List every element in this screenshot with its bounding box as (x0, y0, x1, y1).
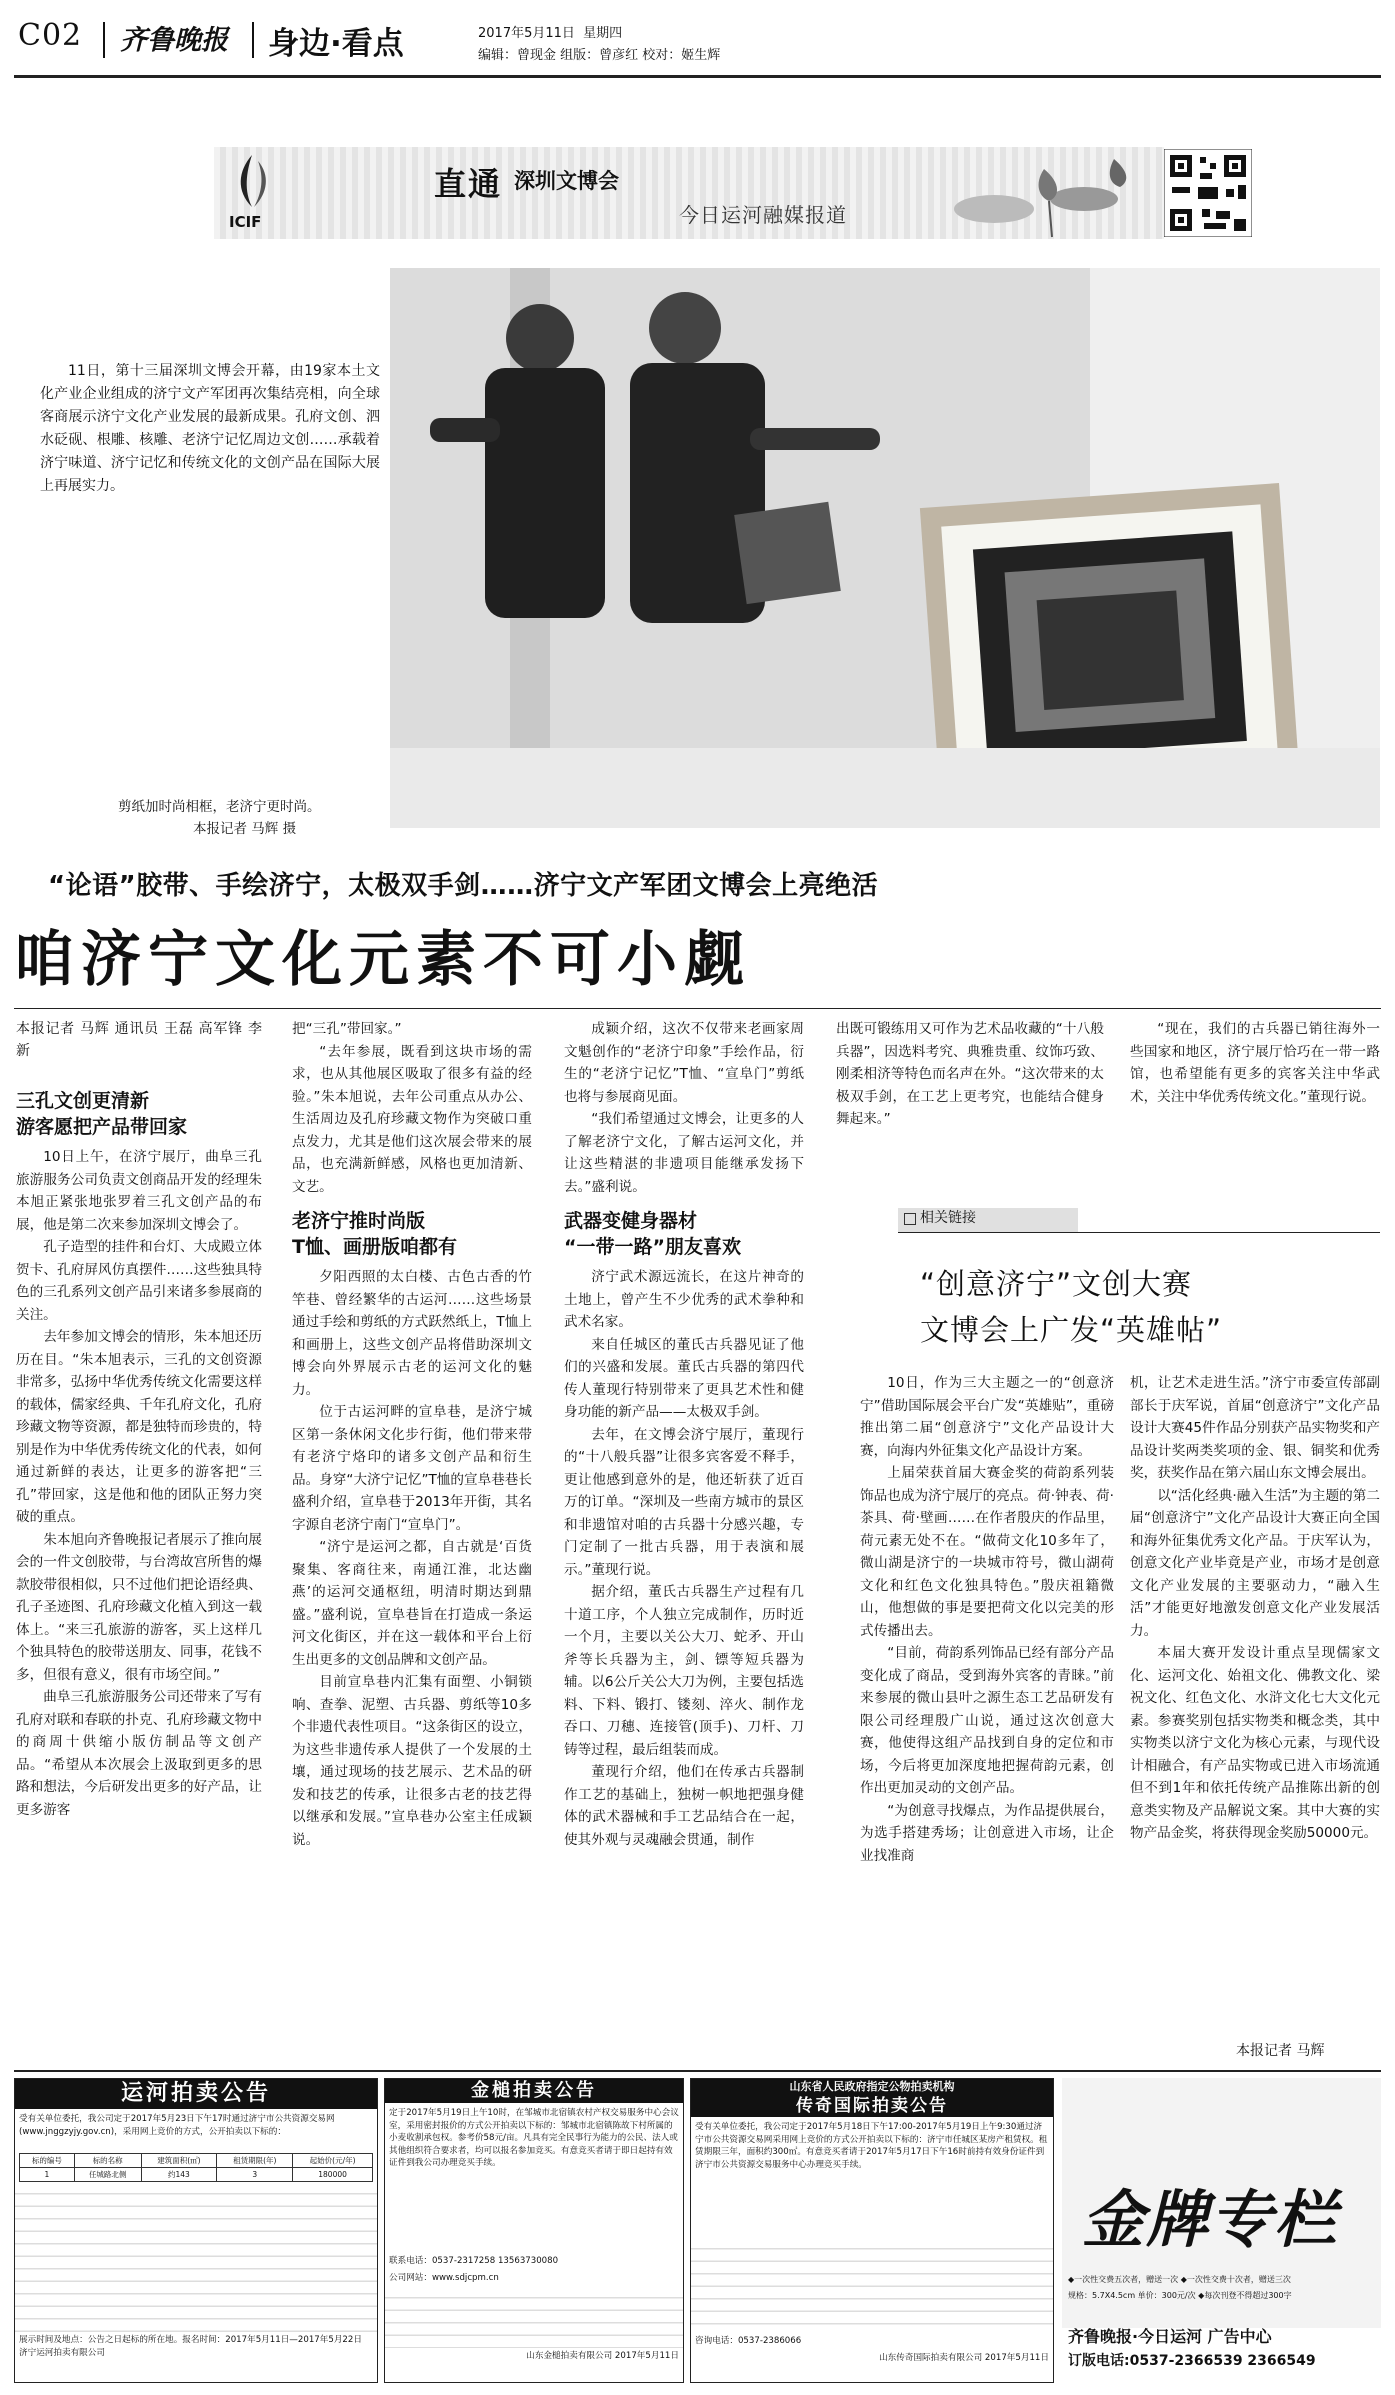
section-title: 身边·看点 (268, 26, 404, 62)
gold-column-org: 齐鲁晚报·今日运河 广告中心 (1068, 2327, 1272, 2346)
ad-filler-lines (691, 2237, 1053, 2333)
paragraph: 孔子造型的挂件和台灯、大成殿立体贺卡、孔府屏风仿真摆件……这些独具特色的三孔系列文创产品引来诸多参展商的关注。 (16, 1239, 262, 1323)
auction-ad-jinchui (384, 2078, 684, 2383)
page-code: C02 (18, 18, 83, 53)
header-divider (103, 22, 105, 58)
ad-footer: 山东金槌拍卖有限公司 2017年5月11日 (526, 2351, 679, 2361)
sidebar-column-b (1130, 1372, 1380, 2030)
banner (14, 143, 1381, 259)
issue-date (478, 22, 622, 41)
paragraph: “目前，荷韵系列饰品已经有部分产品变化成了商品，受到海外宾客的青睐。”前来参展的微山县叶之源生态工艺品研发有限公司经理殷广山说，通过这次创意大赛，他使得这组产品找到自身的定位和市场，今后将更加深度地把握荷韵元素，创作出更加灵动的文创产品。 (860, 1645, 1114, 1796)
ad-table (19, 2153, 373, 2182)
paragraph: 位于古运河畔的宣阜巷，是济宁城区第一条休闲文化步行街，他们带来带有老济宁烙印的诸多文创产品和衍生品。身穿“大济宁记忆”T恤的宣阜巷巷长盛利介绍，宣阜巷于2013年开街，其名字源自老济宁南门“宣阜门”。 (292, 1404, 532, 1533)
photo-lead-caption: 11日，第十三届深圳文博会开幕，由19家本土文化产业企业组成的济宁文产军团再次集结亮相，向全球客商展示济宁文化产业发展的最新成果。孔府文创、泗水砭砚、根雕、核雕、老济宁记忆周边文创……承载着济宁味道、济宁记忆和传统文化的文创产品在国际大展上再展实力。 (40, 363, 380, 494)
paragraph: “为创意寻找爆点，为作品提供展台，为选手搭建秀场；让创意进入市场，让企业找准商 (860, 1802, 1114, 1864)
article-column-5 (1130, 1018, 1380, 1163)
qr-code-icon (1164, 149, 1252, 237)
paragraph: 成颖介绍，这次不仅带来老画家周文魁创作的“老济宁印象”手绘作品，衍生的“老济宁记忆”T恤、“宣阜门”剪纸也将与参展商见面。 (564, 1021, 804, 1105)
staff-credits: 编辑：曾现金 组版：曾彦红 校对：姬生辉 (478, 48, 721, 63)
lotus-decoration-icon (934, 149, 1154, 239)
related-link-tab (898, 1208, 1078, 1232)
paragraph: 去年参加文博会的情形，朱本旭还历历在目。“朱本旭表示，三孔的文创资源非常多，弘扬中华优秀传统文化需要这样的载体，儒家经典、千年孔府文化，孔府珍藏文物等资源，都是独特而珍贵的，特别是作为中华优秀传统文化的代表，如何通过新鲜的表达，让更多的游客把“三孔”带回家，这是他和他的团队正努力突破的重点。 (16, 1329, 262, 1525)
ad-footer: 展示时间及地点：公告之日起标的所在地。报名时间：2017年5月11日—2017年5月22日 济宁运河拍卖有限公司 (19, 2335, 362, 2358)
ad-contact: 咨询电话：0537-2386066 (695, 2336, 802, 2346)
photo-caption: 剪纸加时尚相框，老济宁更时尚。 (118, 799, 321, 815)
main-headline: 咱济宁文化元素不可小觑 (14, 925, 751, 995)
gold-column-title: 金牌专栏 (1082, 2183, 1339, 2256)
table-cell: 1 (20, 2168, 75, 2182)
gold-column-note: ◆一次性交费五次者，赠送一次 ◆一次性交费十次者，赠送三次 (1068, 2275, 1291, 2284)
ad-filler-lines (15, 2182, 377, 2332)
sidebar-title-line2: 文博会上广发“英雄帖” (920, 1313, 1223, 1347)
auction-ad-yunhe (14, 2078, 378, 2383)
table-cell: 180000 (293, 2168, 373, 2182)
paragraph: 10日，作为三大主题之一的“创意济宁”借助国际展会平台广发“英雄贴”，重磅推出第二届“创意济宁”文化产品设计大赛，向海内外征集文化产品设计方案。 (860, 1375, 1114, 1459)
event-name: 深圳文博会 (514, 169, 619, 193)
sidebar-credit: 本报记者 马辉 (1236, 2043, 1325, 2059)
icif-logo-text: ICIF (229, 213, 262, 231)
paragraph: 来自任城区的董氏古兵器见证了他们的兴盛和发展。董氏古兵器的第四代传人董现行特别带来了更具艺术性和健身功能的新产品——太极双手剑。 (564, 1336, 804, 1420)
ad-title: 传奇国际拍卖公告 (691, 2095, 1053, 2117)
zhitong-label: 直通 (434, 165, 503, 203)
date-text: 2017年5月11日 (478, 26, 575, 41)
ad-body: 定于2017年5月19日上午10时，在邹城市北宿镇农村产权交易服务中心会议室，采用密封报价的方式公开拍卖以下标的：邹城市北宿镇陈故下村所属的小麦收割承包权。参考价58元/亩。凡具有完全民事行为能力的公民、法人或其他组织符合要求者，均可以报名参加竞买。有意竞买者请于即日起持有效证件到我公司办理竞买手续。 (389, 2108, 679, 2168)
header-rule (14, 75, 1381, 78)
paragraph-continued: 机，让艺术走进生活。”济宁市委宣传部副部长于庆军说，首届“创意济宁”文化产品设计大赛45件作品分别获产品实物奖和产品设计奖两类奖项的金、银、铜奖和优秀奖，获奖作品在第六届山东文博会展出。 (1130, 1375, 1380, 1481)
photo-scene-icon (390, 268, 1380, 828)
ad-title: 运河拍卖公告 (15, 2079, 377, 2109)
table-cell: 3 (217, 2168, 293, 2182)
paragraph: 目前宣阜巷内汇集有面塑、小铜锁响、查拳、泥塑、古兵器、剪纸等10多个非遗代表性项目。“这条街区的设立，为这些非遗传承人提供了一个发展的土壤，通过现场的技艺展示、艺术品的研发和技艺的传承，让很多古老的技艺得以继承和发展。”宣阜巷办公室主任成颖说。 (292, 1674, 532, 1848)
paragraph: “现在，我们的古兵器已销往海外一些国家和地区，济宁展厅恰巧在一带一路馆，也希望能有更多的宾客关注中华武术，关注中华优秀传统文化。”董现行说。 (1130, 1021, 1380, 1105)
subhead-sankong: 三孔文创更清新 游客愿把产品带回家 (16, 1090, 188, 1138)
photo-credit: 本报记者 马辉 摄 (193, 821, 297, 837)
article-column-3 (564, 1018, 804, 2066)
paper-logo: 齐鲁晚报 (120, 25, 228, 56)
ads-top-rule (14, 2070, 1381, 2072)
weekday-text: 星期四 (583, 26, 623, 41)
paragraph: 曲阜三孔旅游服务公司还带来了写有孔府对联和春联的扑克、孔府珍藏文物中的商周十供缩小版仿制品等文创产品。“希望从本次展会上汲取到更多的思路和想法，今后研发出更多的好产品，让更多游客 (16, 1689, 262, 1818)
paragraph: “去年参展，既看到这块市场的需求，也从其他展区吸取了很多有益的经验。”朱本旭说，去年公司重点从办公、生活周边及孔府珍藏文物作为突破口重点发力，尤其是他们这次展会带来的展品，也充满新鲜感，风格也更加清新、文艺。 (292, 1043, 532, 1195)
table-header: 租赁期限(年) (217, 2154, 293, 2168)
article-column-1 (16, 1018, 262, 2066)
gold-column-size: 规格：5.7X4.5cm 单价：300元/次 ◆每次刊登不得超过300字 (1068, 2291, 1292, 2300)
ad-contact: 联系电话：0537-2317258 13563730080 (389, 2256, 559, 2266)
paragraph: 据介绍，董氏古兵器生产过程有几十道工序，个人独立完成制作，历时近一个月，主要以关公大刀、蛇矛、开山斧等长兵器为主，剑、镖等短兵器为辅。以6公斤关公大刀为例，主要包括选料、下料、锻打、镂刻、淬火、制作龙吞口、刀穗、连接管(顶手)、刀杆、刀铸等过程，最后组装而成。 (564, 1584, 804, 1758)
paragraph: 以“活化经典·融入生活”为主题的第二届“创意济宁”文化产品设计大赛正向全国和海外征集优秀文化产品。于庆军认为，创意文化产业毕竟是产业，市场才是创意文化产业发展的主要驱动力，“融入生活”才能更好地激发创意文化产业发展活力。 (1130, 1487, 1380, 1639)
paragraph: 上届荣获首届大赛金奖的荷韵系列装饰品也成为济宁展厅的亮点。荷·钟表、荷·茶具、荷·壁画……在作者殷庆的作品里，荷元素无处不在。“做荷文化10多年了，微山湖是济宁的一块城市符号，微山湖荷文化和红色文化独具特色。”殷庆祖籍微山，他想做的事是要把荷文化以完美的形式传播出去。 (860, 1465, 1114, 1639)
auction-ad-chuanqi (690, 2078, 1054, 2383)
headline-rule (14, 1008, 1381, 1009)
related-link-label: 相关链接 (920, 1210, 976, 1226)
paragraph: 10日上午，在济宁展厅，曲阜三孔旅游服务公司负责文创商品开发的经理朱本旭正紧张地张罗着三孔文创产品的布展，他是第二次来参加深圳文博会了。 (16, 1149, 262, 1233)
ad-website: 公司网站：www.sdjcpm.cn (389, 2272, 499, 2283)
paragraph: 董现行介绍，他们在传承古兵器制作工艺的基础上，独树一帜地把强身健体的武术器械和手工艺品结合在一起，使其外观与灵魂融会贯通，制作 (564, 1764, 804, 1848)
paragraph: 济宁武术源远流长，在这片神奇的土地上，曾产生不少优秀的武术拳种和武术名家。 (564, 1269, 804, 1330)
ad-subtitle: 山东省人民政府指定公物拍卖机构 (691, 2079, 1053, 2095)
kicker-headline: “论语”胶带、手绘济宁，太极双手剑……济宁文产军团文博会上亮绝活 (48, 871, 879, 901)
byline: 本报记者 马辉 通讯员 王磊 高军锋 李新 (16, 1021, 262, 1059)
paragraph: 朱本旭向齐鲁晚报记者展示了推向展会的一件文创胶带，与台湾故宫所售的爆款胶带很相似，只不过他们把论语经典、孔子圣迹图、孔府珍藏文化植入到这一载体上。“来三孔旅游的游客，买上这样几个独具特色的胶带送朋友、同事，花钱不多，但很有意义，很有市场空间。” (16, 1531, 262, 1683)
table-header: 起始价(元/年) (293, 2154, 373, 2168)
gold-column-ad (1062, 2078, 1381, 2383)
table-cell: 约143 (141, 2168, 217, 2182)
sidebar-rule (898, 1232, 1380, 1233)
news-photo (390, 268, 1380, 828)
article-column-2 (292, 1018, 532, 2066)
ad-body: 受有关单位委托，我公司定于2017年5月18日下午17:00-2017年5月19日上午9:30通过济宁市公共资源交易网采用网上竞价的方式公开拍卖以下标的：济宁市任城区某房产租赁权。租赁期限三年，面积约300㎡。有意竞买者请于2017年5月17日下午16时前持有效身份证件到济宁市公共资源交易服务中心办理竞买手续。 (695, 2122, 1048, 2170)
sidebar-column-a (860, 1372, 1114, 2066)
paragraph: “济宁是运河之都，自古就是‘百货聚集、客商往来，南通江淮，北达幽燕’的运河交通枢纽，明清时期达到鼎盛。”盛利说，宣阜巷旨在打造成一条运河文化街区，并在这一载体和平台上衍生出更多的文创品牌和文创产品。 (292, 1539, 532, 1668)
paragraph: 去年，在文博会济宁展厅，董现行的“十八般兵器”让很多宾客爱不释手，更让他感到意外的是，他还斩获了近百万的订单。“深圳及一些南方城市的景区和非遗馆对咱的古兵器十分感兴趣，专门定制了一批古兵器，用于表演和展示。”董现行说。 (564, 1426, 804, 1578)
icif-logo-icon (222, 151, 282, 213)
paragraph-continued: 把“三孔”带回家。” (292, 1021, 402, 1037)
gold-column-phone: 订版电话:0537-2366539 2366549 (1068, 2353, 1316, 2369)
article-column-4 (836, 1018, 1104, 1163)
ad-title: 金槌拍卖公告 (385, 2079, 683, 2103)
paragraph-continued: 出既可锻练用又可作为艺术品收藏的“十八般兵器”，因选料考究、典雅贵重、纹饰巧致、刚柔相济等特色而名声在外。“这次带来的太极双手剑，在工艺上更考究，也能结合健身舞起来。” (836, 1021, 1104, 1127)
box-icon (904, 1213, 916, 1225)
paragraph: 本届大赛开发设计重点呈现儒家文化、运河文化、始祖文化、佛教文化、梁祝文化、红色文化、水浒文化七大文化元素。参赛奖别包括实物类和概念类，其中实物类以济宁文化为核心元素，与现代设计相融合，有产品实物或已进入市场流通但不到1年和依托传统产品推陈出新的创意类实物及产品解说文案。其中大赛的实物产品金奖，将获得现金奖励50000元。 (1130, 1645, 1380, 1841)
paragraph: “我们希望通过文博会，让更多的人了解老济宁文化，了解古运河文化，并让这些精湛的非遗项目能继承发扬下去。”盛利说。 (564, 1111, 804, 1195)
paragraph: 夕阳西照的太白楼、古色古香的竹竿巷、曾经繁华的古运河……这些场景通过手绘和剪纸的方式跃然纸上，T恤上和画册上，这些文创产品将借助深圳文博会向外界展示古老的运河文化的魅力。 (292, 1269, 532, 1398)
table-cell: 任城路北侧 (74, 2168, 141, 2182)
table-header: 建筑面积(㎡) (141, 2154, 217, 2168)
header-divider-2 (252, 22, 254, 58)
table-header: 标的名称 (74, 2154, 141, 2168)
ad-filler-lines (385, 2286, 683, 2348)
sidebar-title-line1: “创意济宁”文创大赛 (920, 1267, 1193, 1301)
table-header: 标的编号 (20, 2154, 75, 2168)
subhead-wuqi: 武器变健身器材 “一带一路”朋友喜欢 (564, 1210, 741, 1258)
ad-body: 受有关单位委托，我公司定于2017年5月23日下午17时通过济宁市公共资源交易网(www.jnggzyjy.gov.cn)，采用网上竞价的方式，公开拍卖以下标的： (19, 2114, 335, 2137)
banner-slogan: 今日运河融媒报道 (679, 203, 847, 227)
ad-footer: 山东传奇国际拍卖有限公司 2017年5月11日 (879, 2352, 1049, 2363)
subhead-laojining: 老济宁推时尚版 T恤、画册版咱都有 (292, 1210, 457, 1258)
